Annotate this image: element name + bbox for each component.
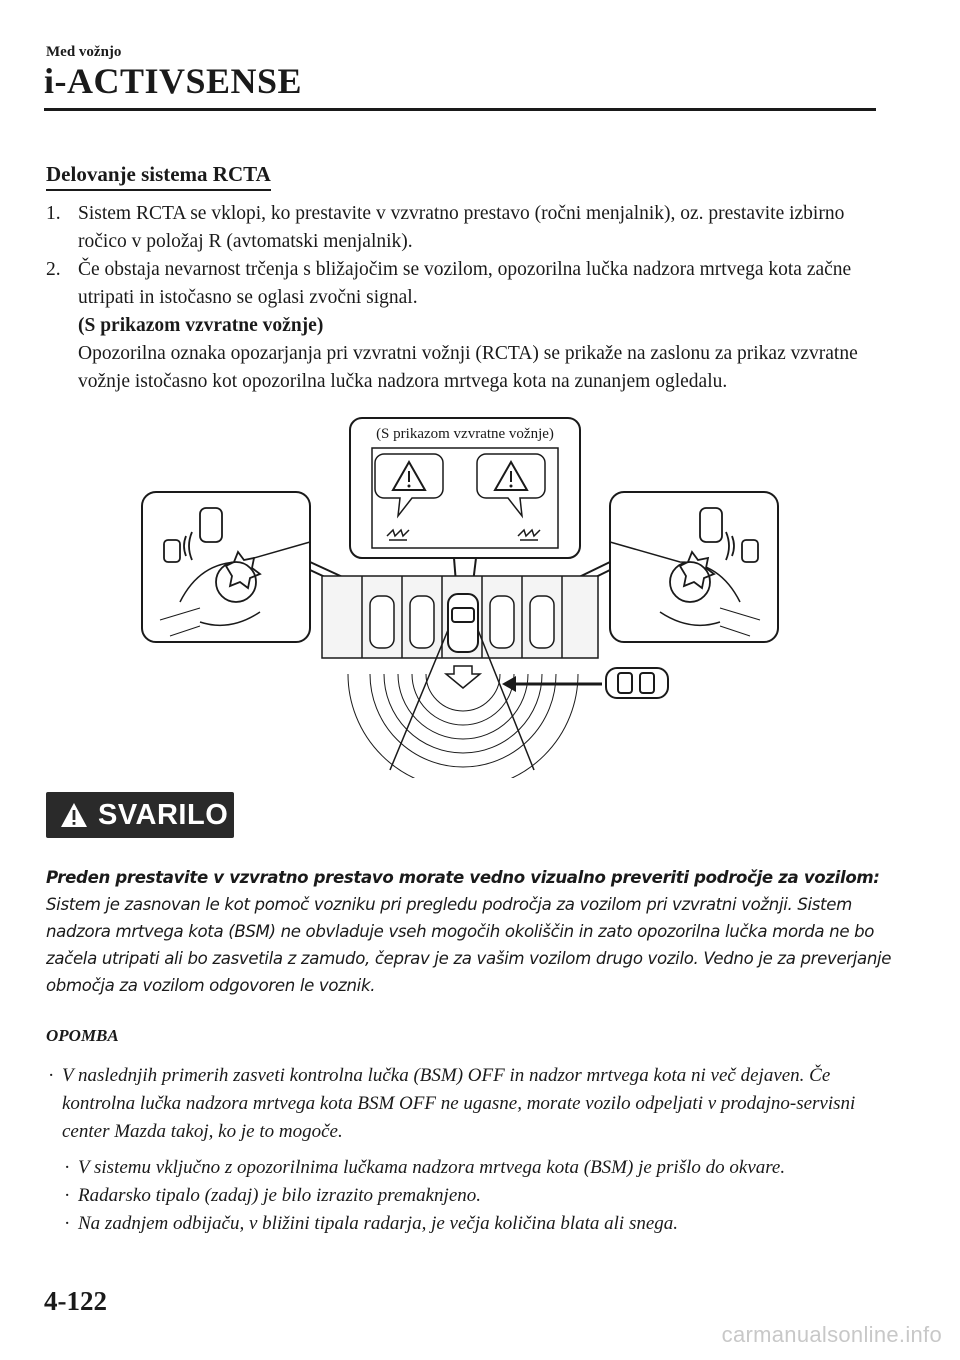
right-mirror-callout [610, 492, 778, 642]
note-sub-bullet [62, 1182, 886, 1210]
step-number: 1. [46, 203, 61, 224]
steps-list [46, 200, 886, 396]
subheading: Delovanje sistema RCTA [46, 162, 271, 191]
note-sub-text: V sistemu vključno z opozorilnima lučkama nadzora mrtvega kota (BSM) je prišlo do okvare. [78, 1157, 786, 1178]
left-mirror-callout [142, 492, 310, 642]
approaching-car-icon [606, 668, 668, 698]
step-item [46, 200, 886, 256]
note-sub-text: Radarsko tipalo (zadaj) je bilo izrazito premaknjeno. [78, 1185, 482, 1206]
reversing-car-icon [448, 594, 478, 652]
radar-arcs [348, 674, 578, 778]
note-sub-bullet [62, 1210, 886, 1238]
step-number: 2. [46, 259, 61, 280]
rear-view-callout [350, 418, 580, 558]
bullet-dot: · [64, 1185, 71, 1206]
warning-badge [46, 792, 234, 838]
note-main-text: V naslednjih primerih zasveti kontrolna lučka (BSM) OFF in nadzor mrtvega kota ni več dejaven. Če kontrolna lučka nadzora mrtvega kota BSM OFF ne ugasne, morate vozilo odpeljati v prodajno-servisni center Mazda takoj, ko je to mogoče. [62, 1065, 856, 1142]
bullet-dot: · [64, 1157, 71, 1178]
warning-text [46, 864, 896, 999]
title-rule [44, 108, 876, 111]
warning-badge-label: SVARILO [98, 798, 229, 831]
reverse-arrow-icon [446, 666, 480, 688]
approach-arrow-head [502, 676, 516, 692]
warning-body: Sistem je zasnovan le kot pomoč vozniku pri pregledu področja za vozilom pri vzvratni vožnji. Sistem nadzora mrtvega kota (BSM) ne obvladuje vseh mogočih okoliščin in zato opozorilna lučka morda ne bo začela utripati ali bo zasvetila z zamudo, čeprav je za vašim vozilom drugo vozilo. Vedno je za preverjanje območja za vozilom odgovoren le voznik. [46, 895, 892, 995]
note-sub-list [46, 1154, 886, 1238]
section-title: i-ACTIVSENSE [44, 61, 303, 101]
warning-lead: Preden prestavite v vzvratno prestavo morate vedno vizualno preveriti področje za vozilom: [46, 868, 880, 887]
note-sub-text: Na zadnjem odbijaču, v bližini tipala radarja, je večja količina blata ali snega. [78, 1213, 679, 1234]
note-body [46, 1062, 886, 1238]
note-bullet [46, 1062, 886, 1146]
step-text: Če obstaja nevarnost trčenja s bližajočim se vozilom, opozorilna lučka nadzora mrtvega kota začne utripati in istočasno se oglasi zvočni signal. [78, 259, 852, 308]
step-item [46, 256, 886, 396]
step-bold-label: (S prikazom vzvratne vožnje) [78, 315, 324, 336]
watermark: carmanualsonline.info [721, 1322, 942, 1347]
note-title: OPOMBA [46, 1026, 119, 1045]
note-sub-bullet [62, 1154, 886, 1182]
bullet-dot: · [48, 1065, 55, 1086]
callout-label: (S prikazom vzvratne vožnje) [376, 426, 554, 442]
section-label: Med vožnjo [46, 44, 122, 60]
warning-icon [60, 802, 88, 828]
step-text: Sistem RCTA se vklopi, ko prestavite v vzvratno prestavo (ročni menjalnik), oz. prestavite izbirno ročico v položaj R (avtomatski menjalnik). [78, 203, 845, 252]
step-text-2: Opozorilna oznaka opozarjanja pri vzvratni vožnji (RCTA) se prikaže na zaslonu za prikaz vzvratne vožnje istočasno kot opozorilna lučka nadzora mrtvega kota na zunanjem ogledalu. [78, 343, 858, 392]
bullet-dot: · [64, 1213, 71, 1234]
page-number: 4-122 [44, 1286, 107, 1316]
rcta-illustration [140, 412, 780, 778]
